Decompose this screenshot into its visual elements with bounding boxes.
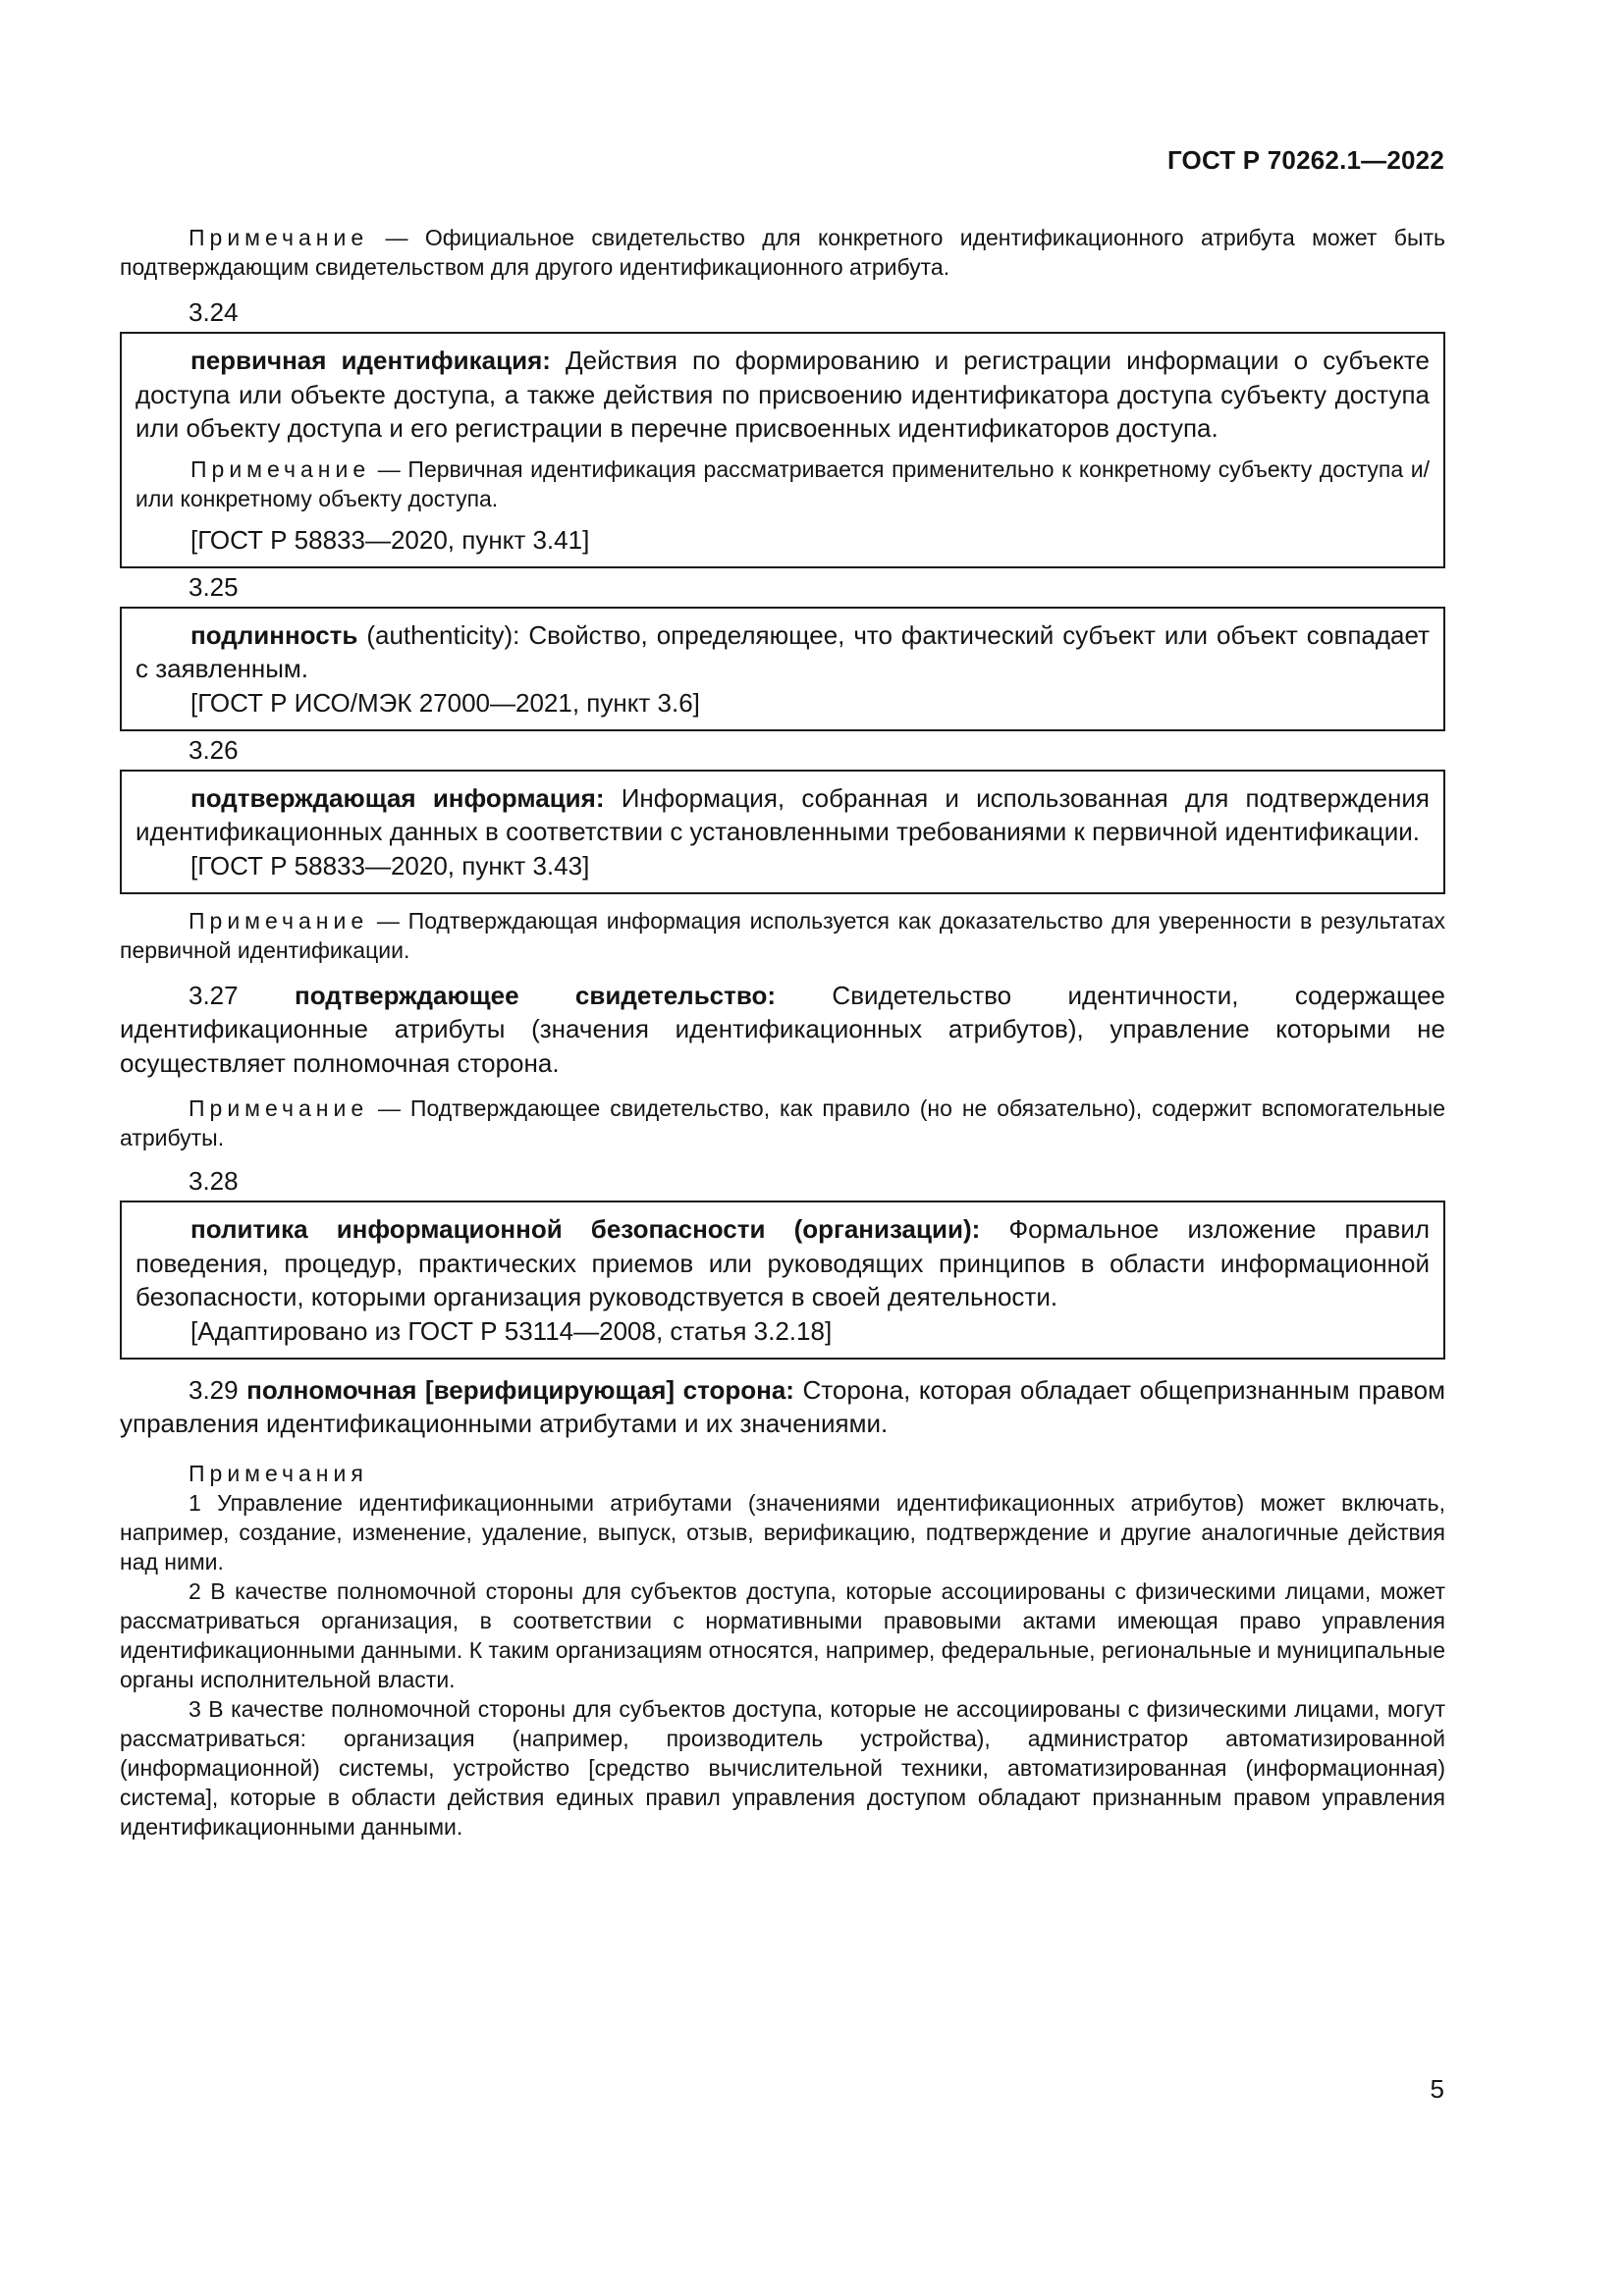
term-definition-3-27 bbox=[120, 979, 1445, 1081]
note-text: Официальное свидетельство для конкретного идентификационного атрибута может быть подтверждающим свидетельством для другого идентификационного атрибута. bbox=[120, 225, 1446, 280]
note-dash: — bbox=[368, 907, 408, 934]
term-definition-3-29 bbox=[120, 1373, 1445, 1441]
term-box-3-25 bbox=[120, 607, 1445, 731]
note-item-2: 2 В качестве полномочной стороны для субъектов доступа, которые ассоциированы с физическими лицами, может рассматриваться организация, в соответствии с нормативными правовыми актами имеющая право управления идентификационными данными. К таким организациям относятся, например, федеральные, региональные и муниципальные органы исполнительной власти. bbox=[120, 1577, 1445, 1692]
note-text: Подтверждающая информация используется как доказательство для уверенности в результатах первичной идентификации. bbox=[120, 907, 1446, 963]
term-name: первичная идентификация: bbox=[190, 346, 551, 375]
note-item-3: 3 В качестве полномочной стороны для субъектов доступа, которые не ассоциированы с физическими лицами, могут рассматриваться: организация (например, производитель устройства), администратор автоматизированной (информационной) системы, устройство [средство вычислительной техники, автоматизированная (информационная) система], которые в области действия единых правил управления доступом обладают признанным правом управления идентификационными данными. bbox=[120, 1695, 1445, 1840]
note-label: Примечание bbox=[189, 907, 369, 934]
term-number: 3.29 bbox=[189, 1374, 239, 1405]
term-number: 3.25 bbox=[189, 571, 239, 602]
note-paragraph bbox=[135, 454, 1430, 513]
term-source: [ГОСТ Р 58833—2020, пункт 3.43] bbox=[190, 850, 590, 881]
note-dash: — bbox=[368, 225, 425, 250]
term-text: Формальное изложение правил поведения, процедур, практических приемов или руководящих принципов в области информационной безопасности, которыми организация руководствуется в своей деятельности. bbox=[135, 1214, 1431, 1311]
term-name: подлинность bbox=[190, 619, 358, 650]
note-label: Примечание bbox=[190, 455, 371, 482]
note-text: Первичная идентификация рассматривается применительно к конкретному субъекту доступа и/или конкретному объекту доступа. bbox=[135, 455, 1430, 511]
note-text: Подтверждающее свидетельство, как правило (но не обязательно), содержит вспомогательные атрибуты. bbox=[120, 1095, 1445, 1150]
page-number: 5 bbox=[1430, 2074, 1444, 2104]
term-name: подтверждающее свидетельство: bbox=[294, 980, 777, 1010]
term-definition bbox=[135, 344, 1430, 446]
note-item-1: 1 Управление идентификационными атрибутами (значениями идентификационных атрибутов) может включать, например, создание, изменение, удаление, выпуск, отзыв, верификацию, подтверждение и другие аналогичные действия над ними. bbox=[120, 1489, 1445, 1575]
note-label: Примечание bbox=[189, 225, 369, 250]
term-text: Сторона, которая обладает общепризнанным правом управления идентификационными атрибутами и их значениями. bbox=[120, 1374, 1445, 1438]
page-content bbox=[120, 223, 1445, 1842]
note-label: Примечание bbox=[189, 1095, 369, 1121]
term-source: [ГОСТ Р 58833—2020, пункт 3.41] bbox=[190, 524, 590, 555]
term-number: 3.26 bbox=[189, 734, 239, 765]
document-code: ГОСТ Р 70262.1—2022 bbox=[1166, 145, 1444, 175]
note-paragraph bbox=[120, 906, 1445, 965]
note-paragraph bbox=[120, 223, 1445, 282]
term-source: [Адаптировано из ГОСТ Р 53114—2008, статья 3.2.18] bbox=[190, 1315, 833, 1346]
term-text: Информация, собранная и использованная для подтверждения идентификационных данных в соответствии с установленными требованиями к первичной идентификации. bbox=[135, 782, 1430, 846]
term-name: политика информационной безопасности (организации): bbox=[190, 1214, 981, 1244]
term-name: полномочная [верифицирующая] сторона: bbox=[246, 1374, 794, 1405]
term-number: 3.27 bbox=[189, 980, 239, 1010]
term-box-3-26 bbox=[120, 770, 1445, 894]
note-paragraph bbox=[120, 1094, 1445, 1152]
term-text: Действия по формированию и регистрации информации о субъекте доступа или объекте доступа, а также действия по присвоению идентификатора доступа субъекту доступа или объекту доступа и его регистрации в перечне присвоенных идентификаторов доступа. bbox=[135, 346, 1430, 443]
term-box-3-28 bbox=[120, 1201, 1445, 1360]
term-number: 3.24 bbox=[189, 297, 239, 327]
term-box-3-24 bbox=[120, 332, 1445, 568]
term-number: 3.28 bbox=[189, 1166, 239, 1196]
note-dash: — bbox=[368, 1095, 410, 1121]
note-dash: — bbox=[370, 455, 408, 482]
term-definition bbox=[135, 1212, 1430, 1314]
term-name: подтверждающая информация: bbox=[190, 782, 605, 813]
term-definition bbox=[135, 618, 1430, 686]
term-text: Свидетельство идентичности, содержащее идентификационные атрибуты (значения идентификационных атрибутов), управление которыми не осуществляет полномочная сторона. bbox=[120, 980, 1445, 1078]
notes-label: Примечания bbox=[189, 1460, 368, 1486]
term-source: [ГОСТ Р ИСО/МЭК 27000—2021, пункт 3.6] bbox=[190, 687, 700, 718]
term-text: (authenticity): Свойство, определяющее, что фактический субъект или объект совпадает с заявленным. bbox=[135, 619, 1430, 683]
term-definition bbox=[135, 781, 1430, 849]
